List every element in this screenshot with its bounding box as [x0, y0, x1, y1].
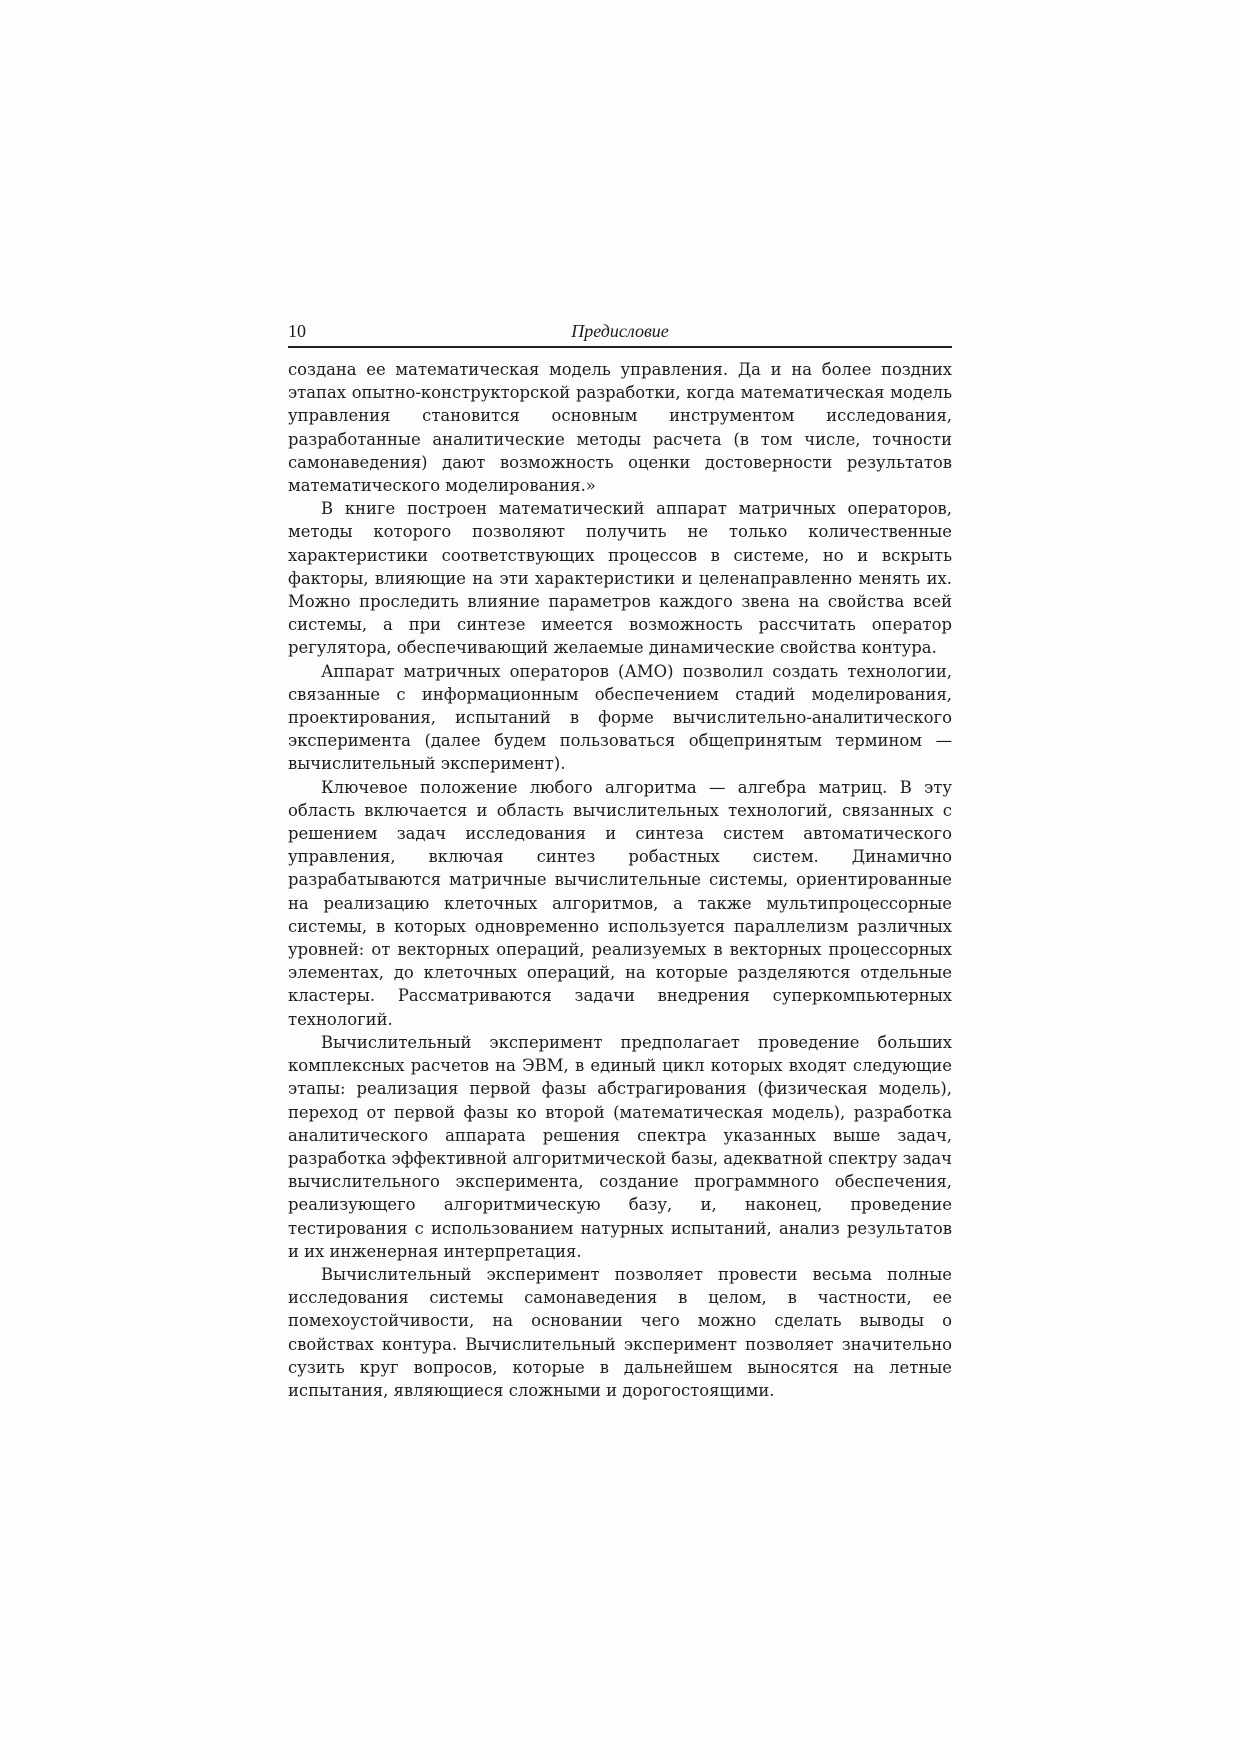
paragraph-2: В книге построен математический аппарат матричных операторов, методы которого позволяют получить не только количественные характеристики соответствующих процессов в системе, но и вскрыть факторы, влияющие на эти характеристики и целенаправленно менять их. Можно проследить влияние параметров каждого звена на свойства всей системы, а при синтезе имеется возможность рассчитать оператор регулятора, обеспечивающий желаемые динамические свойства контура. [288, 499, 952, 658]
running-head [288, 318, 952, 348]
paragraph-3: Аппарат матричных операторов (АМО) позволил создать технологии, связанные с информационным обеспечением стадий моделирования, проектирования, испытаний в форме вычислительно-аналитического эксперимента (далее будем пользоваться общепринятым термином — вычислительный эксперимент). [288, 661, 952, 774]
body-text [288, 358, 952, 1402]
chapter-title: Предисловие [571, 321, 669, 341]
page-number: 10 [288, 321, 306, 341]
paragraph-4: Ключевое положение любого алгоритма — алгебра матриц. В эту область включается и область вычислительных технологий, связанных с решением задач исследования и синтеза систем автоматического управления, включая синтез робастных систем. Динамично разрабатываются матричные вычислительные системы, ориентированные на реализацию клеточных алгоритмов, а также мультипроцессорные системы, в которых одновременно используется параллелизм различных уровней: от векторных операций, реализуемых в векторных процессорных элементах, до клеточных операций, на которые разделяются отдельные кластеры. Рассматриваются задачи внедрения суперкомпьютерных технологий. [288, 777, 952, 1029]
paragraph-6: Вычислительный эксперимент позволяет провести весьма полные исследования системы самонаведения в целом, в частности, ее помехоустойчивости, на основании чего можно сделать выводы о свойствах контура. Вычислительный эксперимент позволяет значительно сузить круг вопросов, которые в дальнейшем выносятся на летные испытания, являющиеся сложными и дорогостоящими. [288, 1264, 952, 1400]
paragraph-5: Вычислительный эксперимент предполагает проведение больших комплексных расчетов на ЭВМ, в единый цикл которых входят следующие этапы: реализация первой фазы абстрагирования (физическая модель), переход от первой фазы ко второй (математическая модель), разработка аналитического аппарата решения спектра указанных выше задач, разработка эффективной алгоритмической базы, адекватной спектру задач вычислительного эксперимента, создание программного обеспечения, реализующего алгоритмическую базу, и, наконец, проведение тестирования с использованием натурных испытаний, анализ результатов и их инженерная интерпретация. [288, 1032, 952, 1261]
paragraph-1: создана ее математическая модель управления. Да и на более поздних этапах опытно-конструкторской разработки, когда математическая модель управления становится основным инструментом исследования, разработанные аналитические методы расчета (в том числе, точности самонаведения) дают возможность оценки достоверности результатов математического моделирования.» [288, 360, 952, 496]
text-column [288, 318, 952, 1402]
